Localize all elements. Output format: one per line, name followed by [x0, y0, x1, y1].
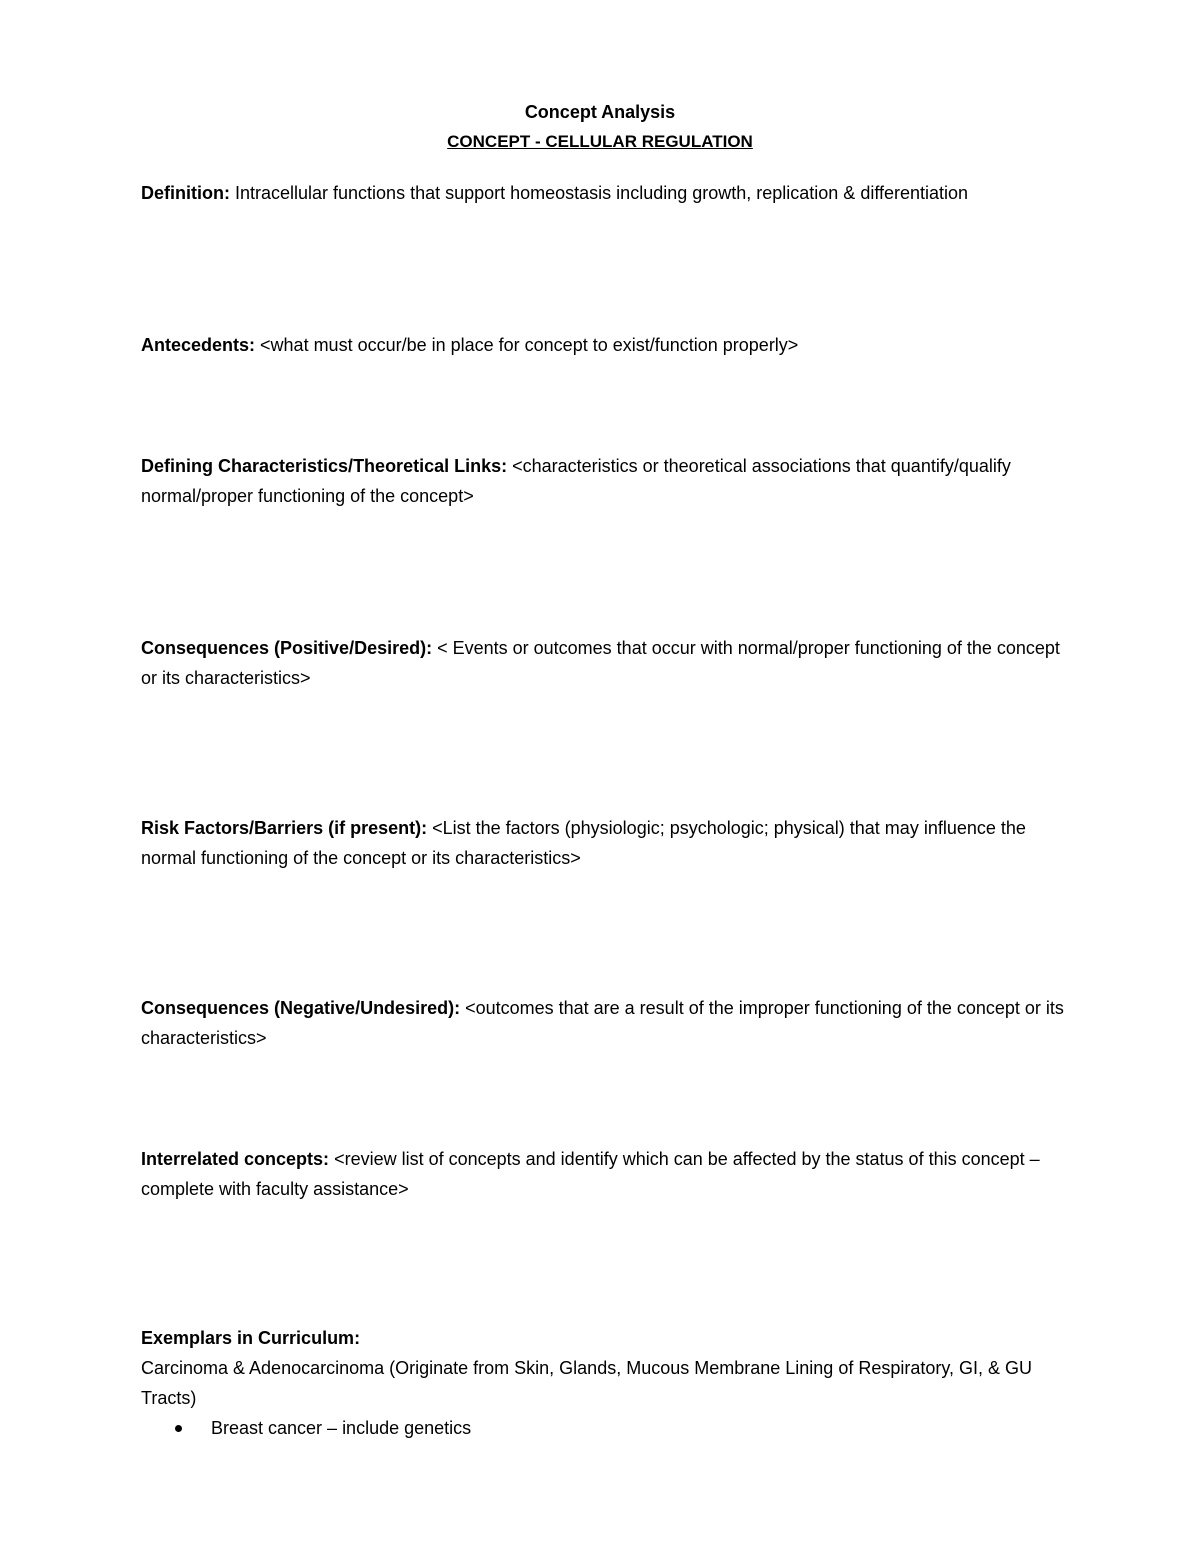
exemplars-bullet-list [141, 1413, 1071, 1443]
definition-section [141, 178, 1071, 208]
risk-factors-label: Risk Factors/Barriers (if present): [141, 818, 428, 838]
defining-characteristics-label: Defining Characteristics/Theoretical Links: [141, 456, 508, 476]
document-title: Concept Analysis [524, 102, 676, 122]
document-subtitle: CONCEPT - CELLULAR REGULATION [447, 132, 753, 151]
defining-characteristics-text: <characteristics or theoretical associations that quantify/qualify normal/proper functioning of the concept> [141, 456, 1011, 506]
consequences-negative-label: Consequences (Negative/Undesired): [141, 998, 461, 1018]
antecedents-section [141, 330, 1071, 360]
risk-factors-section [141, 813, 1071, 873]
definition-label: Definition: [141, 183, 230, 203]
risk-factors-text: <List the factors (physiologic; psychologic; physical) that may influence the normal functioning of the concept or its characteristics> [141, 818, 1026, 868]
interrelated-section [141, 1144, 1071, 1204]
interrelated-label: Interrelated concepts: [141, 1149, 330, 1169]
antecedents-label: Antecedents: [141, 335, 256, 355]
exemplars-text: Carcinoma & Adenocarcinoma (Originate from Skin, Glands, Mucous Membrane Lining of Respiratory, GI, & GU Tracts) [141, 1358, 1033, 1408]
consequences-positive-label: Consequences (Positive/Desired): [141, 638, 433, 658]
antecedents-text: <what must occur/be in place for concept to exist/function properly> [260, 335, 799, 355]
list-item [141, 1413, 1071, 1443]
consequences-positive-section [141, 633, 1071, 693]
bullet-icon [175, 1425, 182, 1432]
consequences-negative-text: <outcomes that are a result of the improper functioning of the concept or its characteristics> [141, 998, 1064, 1048]
exemplar-bullet-text: Breast cancer – include genetics [211, 1418, 472, 1438]
consequences-positive-text: < Events or outcomes that occur with normal/proper functioning of the concept or its characteristics> [141, 638, 1060, 688]
exemplars-section [141, 1323, 1071, 1443]
interrelated-text: <review list of concepts and identify which can be affected by the status of this concept – complete with faculty assistance> [141, 1149, 1040, 1199]
defining-characteristics-section [141, 451, 1071, 511]
consequences-negative-section [141, 993, 1071, 1053]
definition-text: Intracellular functions that support homeostasis including growth, replication & differentiation [234, 183, 969, 203]
exemplars-label: Exemplars in Curriculum: [141, 1328, 361, 1348]
